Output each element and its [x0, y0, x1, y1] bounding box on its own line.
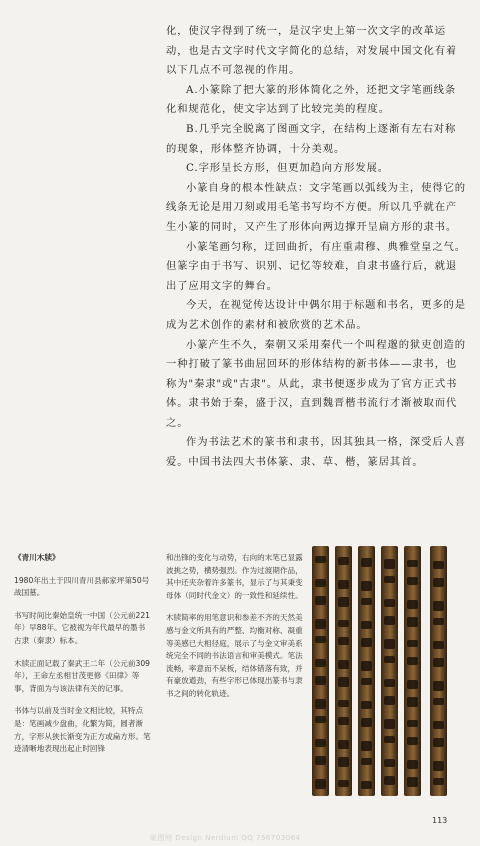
ink-glyph	[384, 736, 395, 743]
ink-glyph	[361, 581, 372, 591]
caption-paragraph: 木牍简率的用笔意识和参差不齐的天然美感与金文所具有的严整、均衡对称、凝重等美感已大相径庭，展示了与金文审美系统完全不同的书法语言和审美模式。笔法流畅，率意而不呆板，结体错落有致，并有豪放遒劲，有些字形已体现出篆书与隶书之间的转化轨迹。	[166, 613, 303, 698]
watermark: 昵图网 Design Nerdium QQ 756703064	[150, 834, 301, 842]
ink-glyph	[407, 600, 418, 609]
ink-glyph	[384, 616, 395, 625]
ink-glyph	[361, 621, 372, 629]
ink-glyph	[338, 780, 349, 787]
bamboo-slip	[358, 546, 375, 796]
ink-glyph	[315, 579, 326, 587]
ink-glyph	[361, 741, 372, 751]
ink-glyph	[407, 697, 418, 707]
ink-glyph	[384, 639, 395, 649]
paragraph: A.小篆除了把大篆的形体简化之外，还把文字笔画线条化和规范化，使文字达到了比较完美的程度。	[166, 83, 457, 116]
ink-glyph	[407, 737, 418, 745]
ink-glyph	[338, 637, 349, 645]
ink-glyph	[315, 676, 326, 685]
ink-glyph	[361, 678, 372, 685]
ink-glyph	[315, 636, 326, 643]
bamboo-slip	[312, 546, 329, 796]
ink-glyph	[384, 679, 395, 687]
bamboo-slip	[335, 546, 352, 796]
caption-paragraph: 书写时间比秦始皇统一中国（公元前221年）早88年。它被视为年代最早的墨书古隶（秦隶）标本。	[14, 610, 150, 645]
paragraph: 作为书法艺术的篆书和隶书，因其独具一格，深受后人喜爱。中国书法四大书体篆、隶、草、楷，篆居其首。	[166, 436, 466, 469]
ink-glyph	[407, 657, 418, 665]
ink-glyph	[361, 598, 372, 605]
ink-glyph	[361, 661, 372, 671]
ink-glyph	[433, 681, 444, 691]
ink-glyph	[338, 660, 349, 669]
ink-glyph	[315, 619, 326, 629]
ink-glyph	[315, 596, 326, 605]
ink-glyph	[407, 680, 418, 689]
caption-paragraph: 和出锋的变化与动势，右向的末笔已显露波挑之势，横势强烈。作为过渡期作品，其中还夹杂着许多篆书，显示了与其秉变母体（同时代金文）的一致性和延续性。	[166, 553, 303, 600]
ink-glyph	[361, 781, 372, 789]
ink-glyph	[384, 576, 395, 583]
ink-glyph	[338, 597, 349, 607]
ink-glyph	[433, 738, 444, 747]
ink-glyph	[384, 776, 395, 785]
ink-glyph	[338, 717, 349, 725]
caption-middle	[166, 552, 304, 711]
ink-glyph	[384, 656, 395, 663]
bamboo-slip	[381, 546, 398, 796]
ink-glyph	[384, 696, 395, 705]
ink-glyph	[433, 658, 444, 667]
ink-glyph	[433, 761, 444, 771]
ink-glyph	[407, 617, 418, 627]
ink-glyph	[433, 601, 444, 611]
paragraph: 化，使汉字得到了统一，是汉字史上第一次文字的改革运动，也是古文字时代文字简化的总结，对发展中国文化有着以下几点不可忽视的作用。	[166, 25, 458, 77]
ink-glyph	[315, 716, 326, 723]
ink-glyph	[315, 739, 326, 747]
bamboo-slip	[430, 546, 447, 796]
ink-glyph	[361, 638, 372, 647]
ink-glyph	[338, 740, 349, 749]
ink-glyph	[361, 701, 372, 709]
paragraph: 小篆笔画匀称，迂回曲折，有庄重肃穆、典雅堂皇之气。但篆字由于书写、识别、记忆等较难，自隶书盛行后，就退出了应用文字的舞台。	[166, 240, 466, 292]
paragraph: B.几乎完全脱离了图画文字，在结构上逐渐有左右对称的现象，形体整齐协调，十分美观。	[166, 122, 457, 155]
bamboo-slips-image	[312, 546, 464, 796]
ink-glyph	[338, 677, 349, 687]
paragraph: C.字形呈长方形，但更加趋向方形发展。	[186, 162, 389, 175]
ink-glyph	[338, 580, 349, 589]
ink-glyph	[361, 758, 372, 765]
caption-paragraph: 1980年出土于四川青川县郝家坪第50号战国墓。	[14, 575, 150, 598]
ink-glyph	[338, 700, 349, 707]
ink-glyph	[338, 620, 349, 627]
ink-glyph	[338, 557, 349, 565]
ink-glyph	[384, 559, 395, 569]
ink-glyph	[407, 720, 418, 727]
ink-glyph	[361, 558, 372, 567]
paragraph: 小篆产生不久，秦朝又采用秦代一个叫程邈的狱吏创造的一种打破了篆书曲屈回环的形体结构的新书体——隶书，也称为"秦隶"或"古隶"。从此，隶书便逐步成为了官方正式书体。隶书始于秦，盛于汉，直到魏晋楷书流行才渐被取而代之。	[166, 338, 466, 429]
paragraph: 小篆自身的根本性缺点：文字笔画以弧线为主，使得它的线条无论是用刀刻或用毛笔书写均不方便。所以几乎就在产生小篆的同时，又产生了形体向两边撑开呈扁方形的隶书。	[166, 181, 466, 233]
ink-glyph	[433, 721, 444, 729]
ink-glyph	[433, 778, 444, 785]
caption-title: 《青川木牍》	[14, 553, 60, 562]
page-number: 113	[432, 816, 448, 825]
ink-glyph	[315, 779, 326, 789]
bamboo-slip	[404, 546, 421, 796]
ink-glyph	[407, 760, 418, 769]
ink-glyph	[433, 561, 444, 569]
ink-glyph	[361, 718, 372, 727]
ink-glyph	[433, 618, 444, 625]
ink-glyph	[315, 699, 326, 709]
ink-glyph	[407, 577, 418, 585]
ink-glyph	[433, 578, 444, 587]
ink-glyph	[407, 560, 418, 567]
ink-glyph	[433, 698, 444, 705]
ink-glyph	[407, 640, 418, 647]
paragraph: 今天，在视觉传达设计中偶尔用于标题和书名，更多的是成为艺术创作的素材和被欣赏的艺术品。	[166, 299, 466, 331]
ink-glyph	[384, 599, 395, 607]
ink-glyph	[433, 641, 444, 649]
caption-paragraph: 木牍正面记载了秦武王二年（公元前309年），王命左丞相甘茂更修《田律》等事，背面为与该法律有关的记事。	[14, 658, 150, 693]
caption-left	[14, 552, 152, 766]
ink-glyph	[407, 777, 418, 787]
main-handwritten-text	[166, 22, 466, 473]
caption-paragraph: 书体与以前及当时金文相比较，其特点是：笔画减少盘曲，化繁为简，圆者渐方，字形从狭长渐变为正方或扁方形。笔迹清晰地表现出起止时回锋	[14, 706, 151, 754]
ink-glyph	[384, 759, 395, 767]
ink-glyph	[338, 757, 349, 767]
ink-glyph	[384, 719, 395, 729]
ink-glyph	[315, 556, 326, 563]
ink-glyph	[315, 659, 326, 667]
ink-glyph	[315, 756, 326, 765]
